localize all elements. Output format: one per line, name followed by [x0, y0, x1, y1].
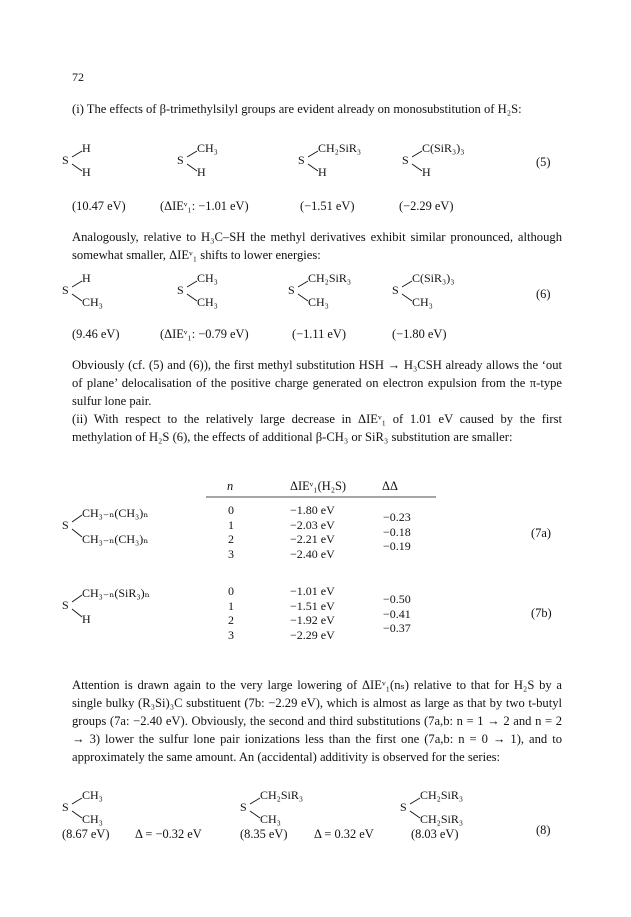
bond-lines: [177, 143, 207, 183]
value-label: (−1.11 eV): [292, 327, 347, 341]
table-cell: 2: [228, 613, 234, 627]
lower-substituent: H: [82, 612, 91, 626]
sulfur-label: S: [62, 598, 69, 612]
paragraph-4: (ii) With respect to the relatively large decrease in ΔIEᵛ₁ of 1.01 eV caused by the first methylation of H₂S (6), the effects of additional β-CH₃ or SiR₃ substitution are smaller:: [72, 412, 562, 444]
table-cell: −0.19: [383, 539, 411, 553]
column-dd: [383, 510, 411, 554]
bond-lines: [402, 143, 432, 183]
value-label: (ΔIEᵛ₁: −1.01 eV): [160, 199, 249, 213]
bond-lines: [62, 143, 92, 183]
sulfur-label: S: [240, 800, 247, 814]
table-cell: −0.18: [383, 524, 411, 539]
lower-substituent: CH₂SiR₃: [420, 812, 464, 826]
table-rule: [206, 496, 436, 498]
table-cell: −1.01 eV: [290, 584, 335, 598]
upper-substituent: C(SiR₃)₃: [422, 141, 465, 155]
lower-substituent: CH₃₋ₙ(CH₃)ₙ: [82, 532, 149, 546]
column-n: [228, 584, 234, 642]
upper-substituent: CH₂SiR₃: [308, 271, 352, 285]
lower-substituent: H: [82, 165, 91, 179]
page-number: 72: [72, 70, 84, 84]
upper-substituent: CH₃: [197, 141, 218, 155]
value-label: (−2.29 eV): [399, 199, 454, 213]
lower-substituent: CH₃: [260, 812, 281, 826]
table-cell: 3: [228, 546, 234, 561]
table-cell: 2: [228, 532, 234, 546]
table-cell: 1: [228, 517, 234, 532]
lower-substituent: CH₃: [197, 295, 218, 309]
sulfur-label: S: [62, 283, 69, 297]
bond-lines: [62, 273, 92, 313]
upper-substituent: H: [82, 271, 91, 285]
sulfur-label: S: [177, 153, 184, 167]
sulfur-label: S: [400, 800, 407, 814]
bond-lines: [298, 143, 328, 183]
bond-lines: [62, 586, 92, 630]
lower-substituent: CH₃: [308, 295, 329, 309]
table-cell: −1.80 eV: [290, 503, 335, 517]
sulfur-label: S: [298, 153, 305, 167]
equation-number: (7a): [531, 526, 551, 540]
upper-substituent: CH₂SiR₃: [260, 788, 304, 802]
upper-substituent: CH₂SiR₃: [420, 788, 464, 802]
table-cell: −0.37: [383, 621, 411, 635]
sulfur-label: S: [62, 800, 69, 814]
table-cell: −1.51 eV: [290, 598, 335, 613]
table-cell: 3: [228, 627, 234, 642]
table-cell: 0: [228, 503, 234, 517]
lower-substituent: CH₃: [412, 295, 433, 309]
table-cell: 0: [228, 584, 234, 598]
table-header-n: n: [227, 479, 234, 493]
column-ie: [290, 584, 335, 642]
table-header-dd: ΔΔ: [382, 479, 398, 493]
table-cell: −0.41: [383, 606, 411, 621]
value-label: (−1.80 eV): [392, 327, 447, 341]
upper-substituent: CH₃₋ₙ(CH₃)ₙ: [82, 506, 149, 520]
bond-lines: [288, 273, 318, 313]
upper-substituent: CH₂SiR₃: [318, 141, 362, 155]
value-label: (10.47 eV): [72, 199, 126, 213]
bond-lines: [62, 506, 92, 550]
column-dd: [383, 592, 411, 636]
table-cell: −2.21 eV: [290, 532, 335, 546]
paragraph-5: Attention is drawn again to the very large lowering of ΔIEᵛ₁(nₛ) relative to that for H₂S by a single bulky (R₃Si)₃C substituent (7b: −2.29 eV), which is almost as large as that by two t-butyl groups (7a: −2.40 eV). Obviously, the second and third substitutions (7a,b: n = 1 → 2 and n = 2 → 3) lower the sulfur lone pair ionizations less than the first one (7a,b: n = 0 → 1), and to approximately the same amount. An (accidental) additivity is observed for the series:: [72, 678, 562, 764]
paragraph-3: Obviously (cf. (5) and (6)), the first methyl substitution HSH → H₃CSH already allows the ‘out of plane’ delocalisation of the positive charge generated on electron expulsion from the π-type sulfur lone pair.: [72, 358, 562, 408]
lower-substituent: H: [197, 165, 206, 179]
value-label: (ΔIEᵛ₁: −0.79 eV): [160, 327, 249, 341]
bond-lines: [392, 273, 422, 313]
paragraph-2: Analogously, relative to H₃C–SH the methyl derivatives exhibit similar pronounced, although somewhat smaller, ΔIEᵛ₁ shifts to lower energies:: [72, 230, 562, 262]
table-cell: −2.03 eV: [290, 517, 335, 532]
value-label: (8.35 eV): [240, 827, 288, 841]
delta-label: Δ = −0.32 eV: [135, 827, 202, 841]
lower-substituent: H: [318, 165, 327, 179]
paragraph-1: (i) The effects of β-trimethylsilyl groups are evident already on monosubstitution of H₂S:: [72, 102, 522, 116]
delta-label: Δ = 0.32 eV: [314, 827, 374, 841]
lower-substituent: H: [422, 165, 431, 179]
sulfur-label: S: [392, 283, 399, 297]
table-cell: −2.29 eV: [290, 627, 335, 642]
table-header-ie: ΔIEᵛ₁(H₂S): [290, 479, 347, 493]
sulfur-label: S: [177, 283, 184, 297]
upper-substituent: H: [82, 141, 91, 155]
lower-substituent: CH₃: [82, 295, 103, 309]
table-cell: −0.23: [383, 510, 411, 524]
value-label: (9.46 eV): [72, 327, 120, 341]
bond-lines: [400, 790, 430, 830]
bond-lines: [177, 273, 207, 313]
upper-substituent: C(SiR₃)₃: [412, 271, 455, 285]
sulfur-label: S: [288, 283, 295, 297]
upper-substituent: CH₃₋ₙ(SiR₃)ₙ: [82, 586, 150, 600]
value-label: (8.03 eV): [411, 827, 459, 841]
table-cell: −1.92 eV: [290, 613, 335, 627]
bond-lines: [240, 790, 270, 830]
upper-substituent: CH₃: [197, 271, 218, 285]
bond-lines: [62, 790, 92, 830]
column-n: [228, 503, 234, 561]
equation-number: (8): [536, 823, 551, 837]
table-cell: 1: [228, 598, 234, 613]
table-cell: −2.40 eV: [290, 546, 335, 561]
column-ie: [290, 503, 335, 561]
table-cell: −0.50: [383, 592, 411, 606]
lower-substituent: CH₃: [82, 812, 103, 826]
equation-number: (7b): [531, 606, 552, 620]
equation-number: (6): [536, 287, 551, 301]
value-label: (−1.51 eV): [300, 199, 355, 213]
value-label: (8.67 eV): [62, 827, 110, 841]
upper-substituent: CH₃: [82, 788, 103, 802]
sulfur-label: S: [62, 518, 69, 532]
equation-number: (5): [536, 155, 551, 169]
sulfur-label: S: [62, 153, 69, 167]
sulfur-label: S: [402, 153, 409, 167]
